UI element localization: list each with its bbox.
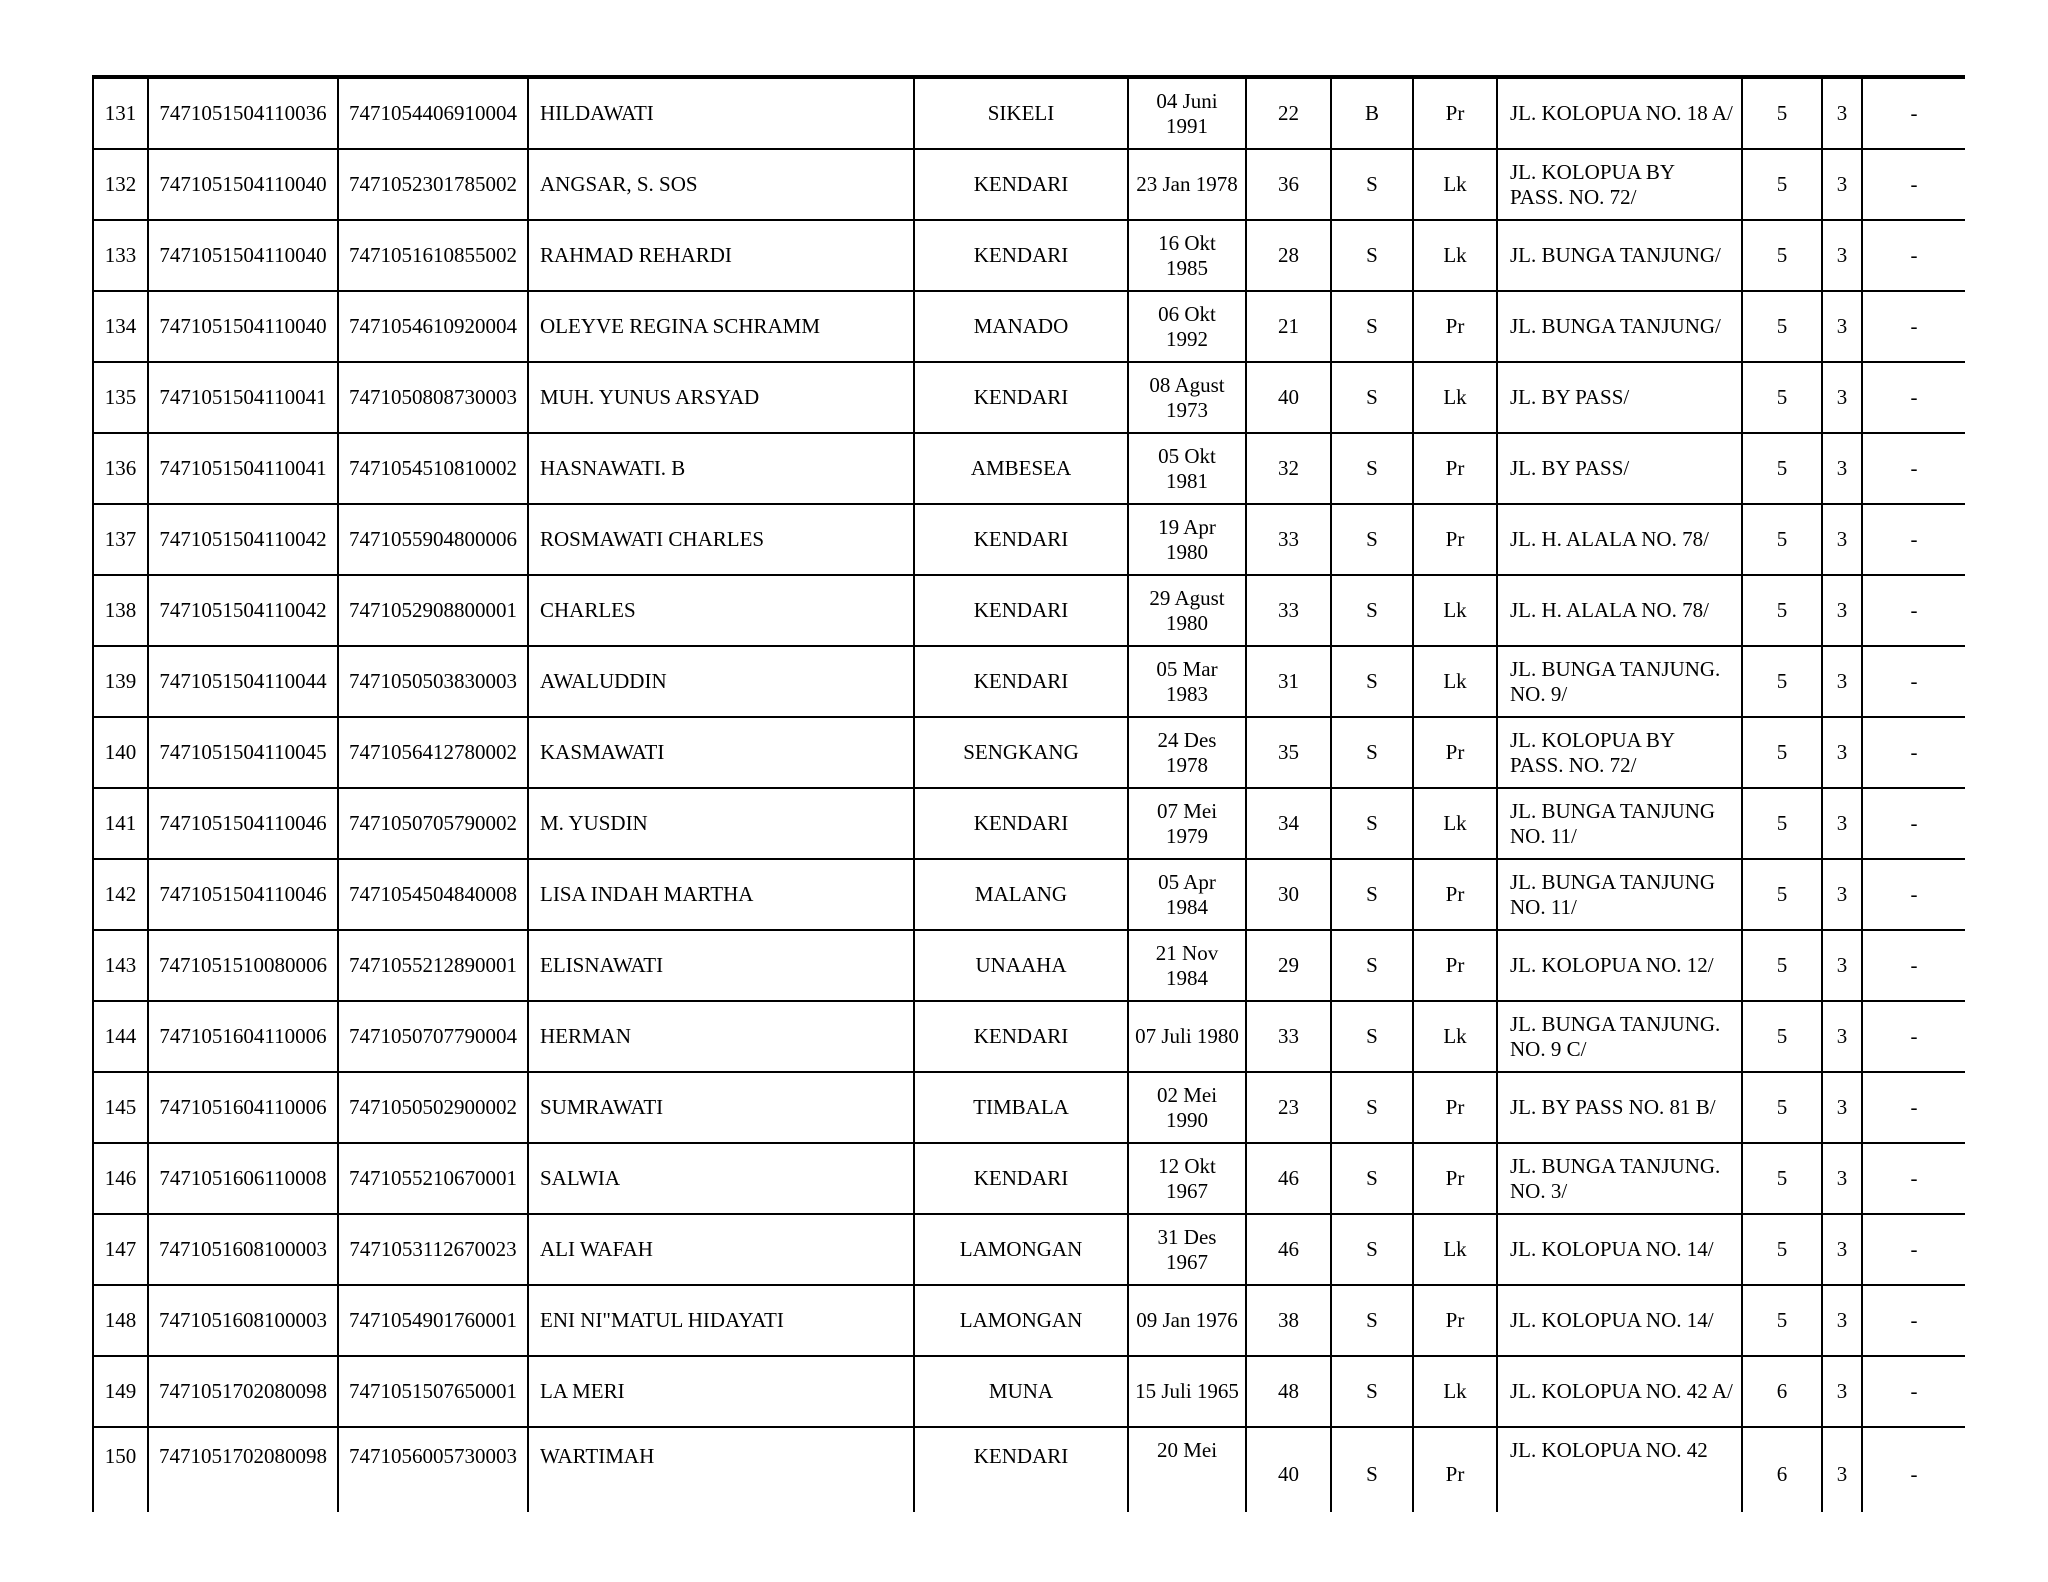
cell-birthdate: 19 Apr 1980 xyxy=(1128,504,1246,575)
cell-nik: 7471050707790004 xyxy=(338,1001,528,1072)
cell-rt: 3 xyxy=(1822,1214,1862,1285)
table-row xyxy=(93,1072,1965,1143)
cell-marital-status: S xyxy=(1331,504,1413,575)
cell-row-number: 139 xyxy=(93,646,148,717)
cell-birthdate: 24 Des 1978 xyxy=(1128,717,1246,788)
cell-marital-status: S xyxy=(1331,575,1413,646)
cell-note: - xyxy=(1862,646,1965,717)
cell-sex: Pr xyxy=(1413,1143,1497,1214)
cell-row-number: 136 xyxy=(93,433,148,504)
cell-birthplace: KENDARI xyxy=(914,362,1128,433)
cell-rw: 5 xyxy=(1742,1072,1822,1143)
cell-sex: Lk xyxy=(1413,149,1497,220)
cell-address: JL. KOLOPUA NO. 14/ xyxy=(1497,1285,1742,1356)
cell-sex: Pr xyxy=(1413,859,1497,930)
cell-birthdate: 07 Juli 1980 xyxy=(1128,1001,1246,1072)
cell-rw: 5 xyxy=(1742,859,1822,930)
cell-rt: 3 xyxy=(1822,717,1862,788)
cell-sex: Lk xyxy=(1413,788,1497,859)
cell-rw: 5 xyxy=(1742,362,1822,433)
cell-nik: 7471053112670023 xyxy=(338,1214,528,1285)
cell-family-card-number: 7471051702080098 xyxy=(148,1356,338,1427)
cell-birthdate: 05 Apr 1984 xyxy=(1128,859,1246,930)
cell-rw: 5 xyxy=(1742,575,1822,646)
cell-rw: 6 xyxy=(1742,1427,1822,1512)
cell-sex: Pr xyxy=(1413,1285,1497,1356)
table-row xyxy=(93,1214,1965,1285)
cell-nik: 7471054504840008 xyxy=(338,859,528,930)
cell-note: - xyxy=(1862,788,1965,859)
cell-name: ALI WAFAH xyxy=(528,1214,914,1285)
cell-birthplace: KENDARI xyxy=(914,1001,1128,1072)
cell-nik: 7471054510810002 xyxy=(338,433,528,504)
cell-sex: Lk xyxy=(1413,1001,1497,1072)
cell-name: HERMAN xyxy=(528,1001,914,1072)
cell-rt: 3 xyxy=(1822,1285,1862,1356)
cell-family-card-number: 7471051608100003 xyxy=(148,1285,338,1356)
cell-note: - xyxy=(1862,220,1965,291)
cell-rt: 3 xyxy=(1822,1001,1862,1072)
cell-address: JL. BY PASS NO. 81 B/ xyxy=(1497,1072,1742,1143)
cell-marital-status: S xyxy=(1331,1072,1413,1143)
cell-birthdate: 06 Okt 1992 xyxy=(1128,291,1246,362)
cell-birthplace: KENDARI xyxy=(914,220,1128,291)
cell-nik: 7471052301785002 xyxy=(338,149,528,220)
cell-birthdate: 21 Nov 1984 xyxy=(1128,930,1246,1001)
cell-rw: 5 xyxy=(1742,930,1822,1001)
cell-age: 28 xyxy=(1246,220,1331,291)
cell-marital-status: S xyxy=(1331,1285,1413,1356)
cell-birthplace: KENDARI xyxy=(914,149,1128,220)
table-row xyxy=(93,504,1965,575)
cell-name: SALWIA xyxy=(528,1143,914,1214)
table-row xyxy=(93,1001,1965,1072)
cell-birthplace: MALANG xyxy=(914,859,1128,930)
cell-age: 46 xyxy=(1246,1214,1331,1285)
cell-family-card-number: 7471051504110046 xyxy=(148,859,338,930)
cell-address: JL. BUNGA TANJUNG/ xyxy=(1497,291,1742,362)
cell-birthdate: 31 Des 1967 xyxy=(1128,1214,1246,1285)
cell-rt: 3 xyxy=(1822,362,1862,433)
table-row xyxy=(93,646,1965,717)
cell-family-card-number: 7471051702080098 xyxy=(148,1427,338,1512)
table-row xyxy=(93,362,1965,433)
cell-row-number: 146 xyxy=(93,1143,148,1214)
cell-age: 33 xyxy=(1246,575,1331,646)
cell-birthdate: 29 Agust 1980 xyxy=(1128,575,1246,646)
cell-note: - xyxy=(1862,930,1965,1001)
cell-row-number: 135 xyxy=(93,362,148,433)
cell-name: WARTIMAH xyxy=(528,1427,914,1512)
cell-sex: Pr xyxy=(1413,433,1497,504)
cell-row-number: 144 xyxy=(93,1001,148,1072)
cell-sex: Pr xyxy=(1413,930,1497,1001)
cell-address: JL. BY PASS/ xyxy=(1497,433,1742,504)
cell-row-number: 132 xyxy=(93,149,148,220)
cell-age: 46 xyxy=(1246,1143,1331,1214)
cell-marital-status: S xyxy=(1331,1143,1413,1214)
cell-name: M. YUSDIN xyxy=(528,788,914,859)
cell-birthplace: KENDARI xyxy=(914,788,1128,859)
cell-sex: Lk xyxy=(1413,220,1497,291)
cell-address: JL. BUNGA TANJUNG NO. 11/ xyxy=(1497,859,1742,930)
cell-birthdate: 08 Agust 1973 xyxy=(1128,362,1246,433)
cell-note: - xyxy=(1862,1072,1965,1143)
cell-name: ROSMAWATI CHARLES xyxy=(528,504,914,575)
resident-register-table xyxy=(92,77,1965,1512)
cell-note: - xyxy=(1862,1001,1965,1072)
cell-nik: 7471055210670001 xyxy=(338,1143,528,1214)
cell-marital-status: S xyxy=(1331,291,1413,362)
cell-birthplace: KENDARI xyxy=(914,575,1128,646)
cell-sex: Lk xyxy=(1413,575,1497,646)
table-row xyxy=(93,859,1965,930)
cell-family-card-number: 7471051504110041 xyxy=(148,362,338,433)
cell-row-number: 147 xyxy=(93,1214,148,1285)
cell-marital-status: S xyxy=(1331,220,1413,291)
cell-family-card-number: 7471051604110006 xyxy=(148,1072,338,1143)
cell-age: 48 xyxy=(1246,1356,1331,1427)
cell-marital-status: S xyxy=(1331,149,1413,220)
cell-row-number: 143 xyxy=(93,930,148,1001)
cell-birthplace: KENDARI xyxy=(914,1427,1128,1512)
cell-family-card-number: 7471051504110042 xyxy=(148,504,338,575)
cell-name: ELISNAWATI xyxy=(528,930,914,1001)
cell-address: JL. H. ALALA NO. 78/ xyxy=(1497,575,1742,646)
table-row xyxy=(93,1427,1965,1512)
table-row xyxy=(93,1285,1965,1356)
cell-nik: 7471050503830003 xyxy=(338,646,528,717)
cell-birthplace: MUNA xyxy=(914,1356,1128,1427)
cell-nik: 7471052908800001 xyxy=(338,575,528,646)
cell-name: LA MERI xyxy=(528,1356,914,1427)
table-row xyxy=(93,149,1965,220)
cell-marital-status: S xyxy=(1331,1356,1413,1427)
cell-age: 34 xyxy=(1246,788,1331,859)
cell-family-card-number: 7471051510080006 xyxy=(148,930,338,1001)
cell-birthdate: 05 Mar 1983 xyxy=(1128,646,1246,717)
cell-age: 30 xyxy=(1246,859,1331,930)
cell-nik: 7471051610855002 xyxy=(338,220,528,291)
cell-rt: 3 xyxy=(1822,433,1862,504)
cell-marital-status: B xyxy=(1331,78,1413,149)
cell-birthplace: TIMBALA xyxy=(914,1072,1128,1143)
cell-note: - xyxy=(1862,1356,1965,1427)
cell-marital-status: S xyxy=(1331,788,1413,859)
table-row xyxy=(93,1143,1965,1214)
table-row xyxy=(93,433,1965,504)
cell-marital-status: S xyxy=(1331,1001,1413,1072)
cell-sex: Pr xyxy=(1413,291,1497,362)
cell-row-number: 141 xyxy=(93,788,148,859)
cell-marital-status: S xyxy=(1331,362,1413,433)
cell-family-card-number: 7471051606110008 xyxy=(148,1143,338,1214)
cell-birthdate: 04 Juni 1991 xyxy=(1128,78,1246,149)
cell-family-card-number: 7471051504110041 xyxy=(148,433,338,504)
cell-name: LISA INDAH MARTHA xyxy=(528,859,914,930)
cell-family-card-number: 7471051604110006 xyxy=(148,1001,338,1072)
cell-birthdate: 23 Jan 1978 xyxy=(1128,149,1246,220)
cell-name: OLEYVE REGINA SCHRAMM xyxy=(528,291,914,362)
cell-nik: 7471054406910004 xyxy=(338,78,528,149)
cell-name: HASNAWATI. B xyxy=(528,433,914,504)
cell-note: - xyxy=(1862,1214,1965,1285)
cell-birthdate: 16 Okt 1985 xyxy=(1128,220,1246,291)
cell-nik: 7471050502900002 xyxy=(338,1072,528,1143)
cell-age: 21 xyxy=(1246,291,1331,362)
table-row xyxy=(93,717,1965,788)
cell-row-number: 140 xyxy=(93,717,148,788)
cell-name: MUH. YUNUS ARSYAD xyxy=(528,362,914,433)
cell-nik: 7471055904800006 xyxy=(338,504,528,575)
table-row xyxy=(93,575,1965,646)
cell-sex: Lk xyxy=(1413,362,1497,433)
table-row xyxy=(93,930,1965,1001)
cell-note: - xyxy=(1862,78,1965,149)
cell-age: 32 xyxy=(1246,433,1331,504)
cell-sex: Pr xyxy=(1413,717,1497,788)
cell-row-number: 142 xyxy=(93,859,148,930)
cell-row-number: 137 xyxy=(93,504,148,575)
cell-family-card-number: 7471051608100003 xyxy=(148,1214,338,1285)
cell-marital-status: S xyxy=(1331,717,1413,788)
cell-sex: Pr xyxy=(1413,1072,1497,1143)
cell-rw: 5 xyxy=(1742,78,1822,149)
cell-address: JL. KOLOPUA BY PASS. NO. 72/ xyxy=(1497,717,1742,788)
cell-age: 35 xyxy=(1246,717,1331,788)
cell-note: - xyxy=(1862,717,1965,788)
cell-age: 23 xyxy=(1246,1072,1331,1143)
cell-rt: 3 xyxy=(1822,504,1862,575)
cell-birthdate: 12 Okt 1967 xyxy=(1128,1143,1246,1214)
cell-row-number: 150 xyxy=(93,1427,148,1512)
cell-sex: Lk xyxy=(1413,646,1497,717)
cell-nik: 7471050705790002 xyxy=(338,788,528,859)
cell-rt: 3 xyxy=(1822,149,1862,220)
cell-birthplace: UNAAHA xyxy=(914,930,1128,1001)
cell-birthdate: 05 Okt 1981 xyxy=(1128,433,1246,504)
cell-address: JL. BUNGA TANJUNG. NO. 9/ xyxy=(1497,646,1742,717)
cell-age: 38 xyxy=(1246,1285,1331,1356)
cell-family-card-number: 7471051504110040 xyxy=(148,291,338,362)
cell-nik: 7471056005730003 xyxy=(338,1427,528,1512)
cell-family-card-number: 7471051504110045 xyxy=(148,717,338,788)
cell-row-number: 134 xyxy=(93,291,148,362)
cell-note: - xyxy=(1862,291,1965,362)
cell-address: JL. KOLOPUA NO. 14/ xyxy=(1497,1214,1742,1285)
cell-rt: 3 xyxy=(1822,788,1862,859)
cell-note: - xyxy=(1862,1427,1965,1512)
cell-row-number: 148 xyxy=(93,1285,148,1356)
cell-birthplace: KENDARI xyxy=(914,1143,1128,1214)
cell-note: - xyxy=(1862,575,1965,646)
cell-rt: 3 xyxy=(1822,646,1862,717)
cell-rt: 3 xyxy=(1822,1143,1862,1214)
cell-name: ENI NI"MATUL HIDAYATI xyxy=(528,1285,914,1356)
cell-address: JL. BUNGA TANJUNG. NO. 3/ xyxy=(1497,1143,1742,1214)
cell-rw: 5 xyxy=(1742,646,1822,717)
cell-sex: Pr xyxy=(1413,78,1497,149)
cell-name: KASMAWATI xyxy=(528,717,914,788)
cell-address: JL. KOLOPUA NO. 42 xyxy=(1497,1427,1742,1512)
table-body xyxy=(93,78,1965,1512)
cell-rw: 5 xyxy=(1742,1001,1822,1072)
cell-birthplace: LAMONGAN xyxy=(914,1285,1128,1356)
cell-address: JL. KOLOPUA NO. 42 A/ xyxy=(1497,1356,1742,1427)
cell-note: - xyxy=(1862,1143,1965,1214)
cell-row-number: 138 xyxy=(93,575,148,646)
cell-rt: 3 xyxy=(1822,1072,1862,1143)
cell-rt: 3 xyxy=(1822,859,1862,930)
cell-nik: 7471055212890001 xyxy=(338,930,528,1001)
cell-age: 40 xyxy=(1246,1427,1331,1512)
cell-rw: 5 xyxy=(1742,504,1822,575)
cell-row-number: 145 xyxy=(93,1072,148,1143)
cell-sex: Lk xyxy=(1413,1356,1497,1427)
cell-rw: 6 xyxy=(1742,1356,1822,1427)
cell-sex: Lk xyxy=(1413,1214,1497,1285)
cell-name: HILDAWATI xyxy=(528,78,914,149)
cell-address: JL. BUNGA TANJUNG/ xyxy=(1497,220,1742,291)
cell-name: ANGSAR, S. SOS xyxy=(528,149,914,220)
table-row xyxy=(93,78,1965,149)
cell-row-number: 149 xyxy=(93,1356,148,1427)
cell-birthplace: AMBESEA xyxy=(914,433,1128,504)
cell-rt: 3 xyxy=(1822,575,1862,646)
cell-nik: 7471054901760001 xyxy=(338,1285,528,1356)
cell-family-card-number: 7471051504110044 xyxy=(148,646,338,717)
cell-address: JL. BY PASS/ xyxy=(1497,362,1742,433)
cell-birthdate: 09 Jan 1976 xyxy=(1128,1285,1246,1356)
cell-sex: Pr xyxy=(1413,1427,1497,1512)
cell-birthplace: KENDARI xyxy=(914,646,1128,717)
cell-age: 33 xyxy=(1246,1001,1331,1072)
cell-marital-status: S xyxy=(1331,930,1413,1001)
cell-rw: 5 xyxy=(1742,1214,1822,1285)
cell-name: CHARLES xyxy=(528,575,914,646)
cell-age: 29 xyxy=(1246,930,1331,1001)
cell-address: JL. BUNGA TANJUNG. NO. 9 C/ xyxy=(1497,1001,1742,1072)
cell-age: 40 xyxy=(1246,362,1331,433)
cell-nik: 7471051507650001 xyxy=(338,1356,528,1427)
cell-note: - xyxy=(1862,362,1965,433)
register-table-container xyxy=(92,77,1965,1512)
cell-rw: 5 xyxy=(1742,788,1822,859)
cell-nik: 7471050808730003 xyxy=(338,362,528,433)
cell-birthplace: SIKELI xyxy=(914,78,1128,149)
cell-rw: 5 xyxy=(1742,220,1822,291)
cell-family-card-number: 7471051504110040 xyxy=(148,149,338,220)
cell-row-number: 131 xyxy=(93,78,148,149)
cell-birthplace: SENGKANG xyxy=(914,717,1128,788)
cell-rw: 5 xyxy=(1742,149,1822,220)
cell-birthplace: KENDARI xyxy=(914,504,1128,575)
cell-marital-status: S xyxy=(1331,1427,1413,1512)
cell-birthdate: 20 Mei xyxy=(1128,1427,1246,1512)
cell-family-card-number: 7471051504110040 xyxy=(148,220,338,291)
cell-family-card-number: 7471051504110046 xyxy=(148,788,338,859)
cell-family-card-number: 7471051504110042 xyxy=(148,575,338,646)
cell-family-card-number: 7471051504110036 xyxy=(148,78,338,149)
cell-rt: 3 xyxy=(1822,1356,1862,1427)
cell-rt: 3 xyxy=(1822,1427,1862,1512)
table-row xyxy=(93,220,1965,291)
table-row xyxy=(93,788,1965,859)
cell-age: 31 xyxy=(1246,646,1331,717)
cell-name: SUMRAWATI xyxy=(528,1072,914,1143)
cell-nik: 7471056412780002 xyxy=(338,717,528,788)
cell-marital-status: S xyxy=(1331,646,1413,717)
cell-birthplace: MANADO xyxy=(914,291,1128,362)
cell-rt: 3 xyxy=(1822,220,1862,291)
cell-sex: Pr xyxy=(1413,504,1497,575)
cell-rt: 3 xyxy=(1822,291,1862,362)
cell-row-number: 133 xyxy=(93,220,148,291)
cell-birthdate: 15 Juli 1965 xyxy=(1128,1356,1246,1427)
cell-rw: 5 xyxy=(1742,433,1822,504)
cell-address: JL. KOLOPUA NO. 12/ xyxy=(1497,930,1742,1001)
cell-age: 33 xyxy=(1246,504,1331,575)
cell-note: - xyxy=(1862,504,1965,575)
table-row xyxy=(93,291,1965,362)
cell-marital-status: S xyxy=(1331,433,1413,504)
cell-age: 22 xyxy=(1246,78,1331,149)
cell-rw: 5 xyxy=(1742,1285,1822,1356)
cell-birthdate: 02 Mei 1990 xyxy=(1128,1072,1246,1143)
cell-note: - xyxy=(1862,859,1965,930)
cell-rw: 5 xyxy=(1742,291,1822,362)
cell-rt: 3 xyxy=(1822,930,1862,1001)
cell-nik: 7471054610920004 xyxy=(338,291,528,362)
cell-rw: 5 xyxy=(1742,717,1822,788)
cell-marital-status: S xyxy=(1331,859,1413,930)
table-row xyxy=(93,1356,1965,1427)
cell-note: - xyxy=(1862,433,1965,504)
cell-rt: 3 xyxy=(1822,78,1862,149)
cell-address: JL. H. ALALA NO. 78/ xyxy=(1497,504,1742,575)
cell-note: - xyxy=(1862,149,1965,220)
cell-age: 36 xyxy=(1246,149,1331,220)
cell-name: RAHMAD REHARDI xyxy=(528,220,914,291)
cell-marital-status: S xyxy=(1331,1214,1413,1285)
cell-name: AWALUDDIN xyxy=(528,646,914,717)
cell-note: - xyxy=(1862,1285,1965,1356)
cell-address: JL. KOLOPUA BY PASS. NO. 72/ xyxy=(1497,149,1742,220)
cell-birthplace: LAMONGAN xyxy=(914,1214,1128,1285)
cell-birthdate: 07 Mei 1979 xyxy=(1128,788,1246,859)
cell-address: JL. BUNGA TANJUNG NO. 11/ xyxy=(1497,788,1742,859)
cell-address: JL. KOLOPUA NO. 18 A/ xyxy=(1497,78,1742,149)
cell-rw: 5 xyxy=(1742,1143,1822,1214)
